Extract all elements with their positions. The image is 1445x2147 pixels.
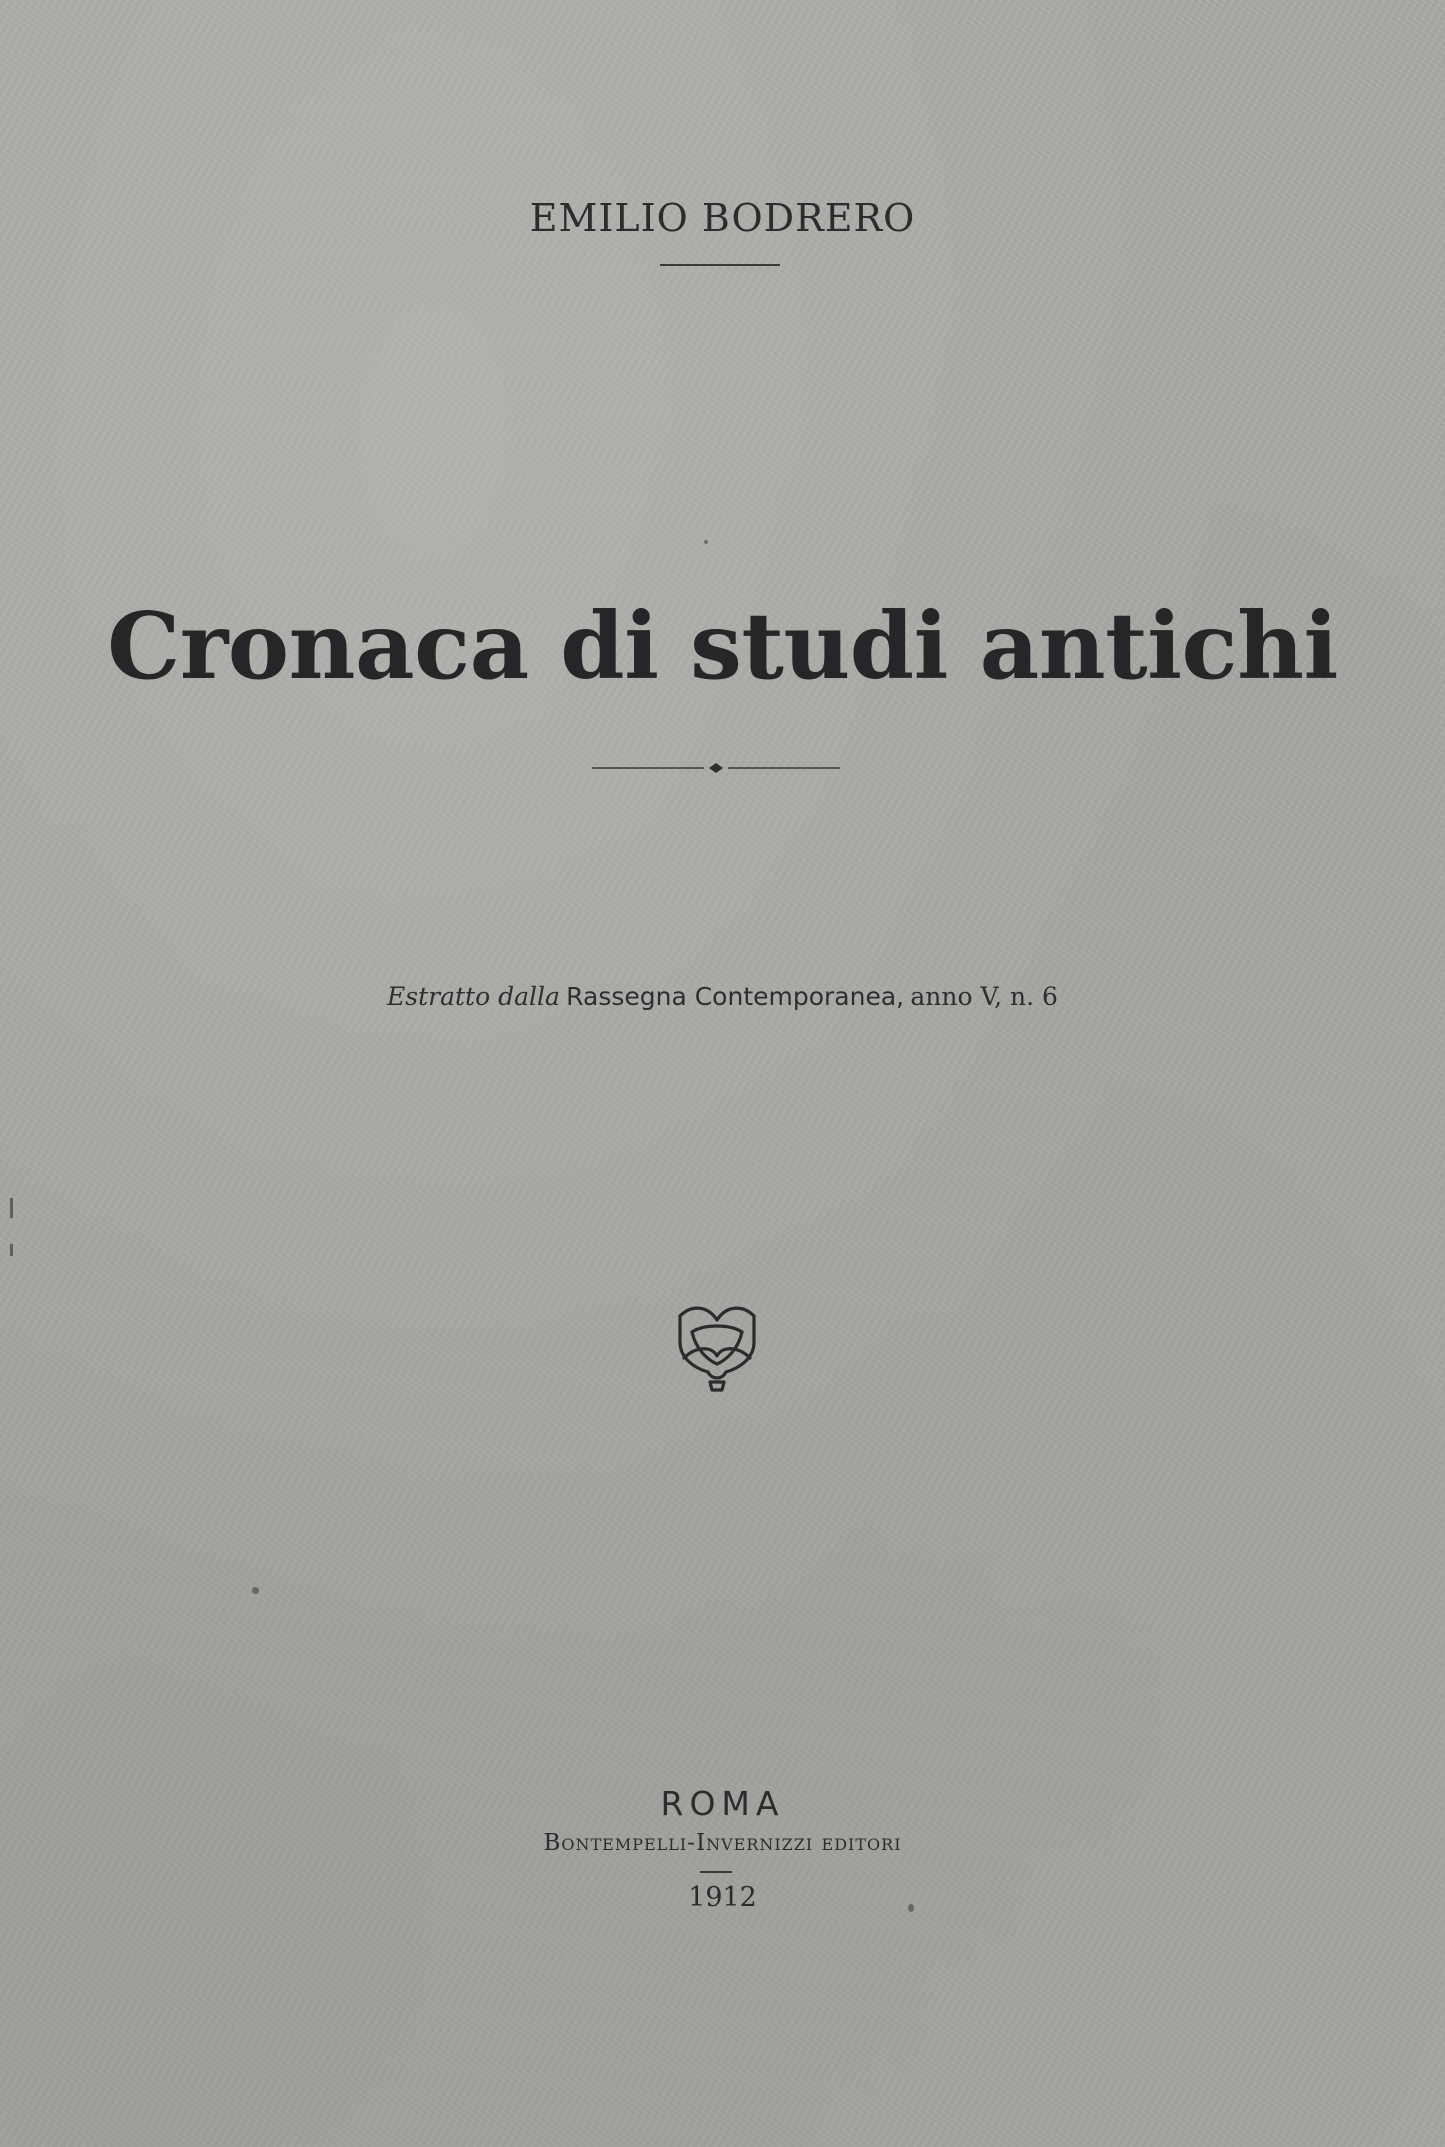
imprint-city: ROMA (660, 1784, 785, 1823)
paper-spot (908, 1904, 914, 1912)
journal-name: Rassegna Contemporanea, (566, 982, 905, 1011)
journal-issue: anno V, n. 6 (910, 982, 1058, 1011)
extract-prefix: Estratto dalla (387, 982, 560, 1011)
publisher-monogram-icon (672, 1302, 762, 1394)
author-divider (660, 264, 780, 266)
imprint-divider (700, 1871, 732, 1873)
edge-mark (10, 1198, 13, 1218)
extract-note (0, 982, 1445, 1012)
paper-spot (252, 1587, 259, 1594)
edge-mark (10, 1244, 13, 1256)
imprint-publisher: Bontempelli-Invernizzi editori (543, 1830, 902, 1856)
author-name: EMILIO BODRERO (529, 196, 916, 240)
book-title: Cronaca di studi antichi (107, 592, 1338, 700)
ornament-divider-icon (592, 758, 840, 778)
paper-spot (704, 540, 708, 544)
imprint-year: 1912 (688, 1882, 757, 1913)
